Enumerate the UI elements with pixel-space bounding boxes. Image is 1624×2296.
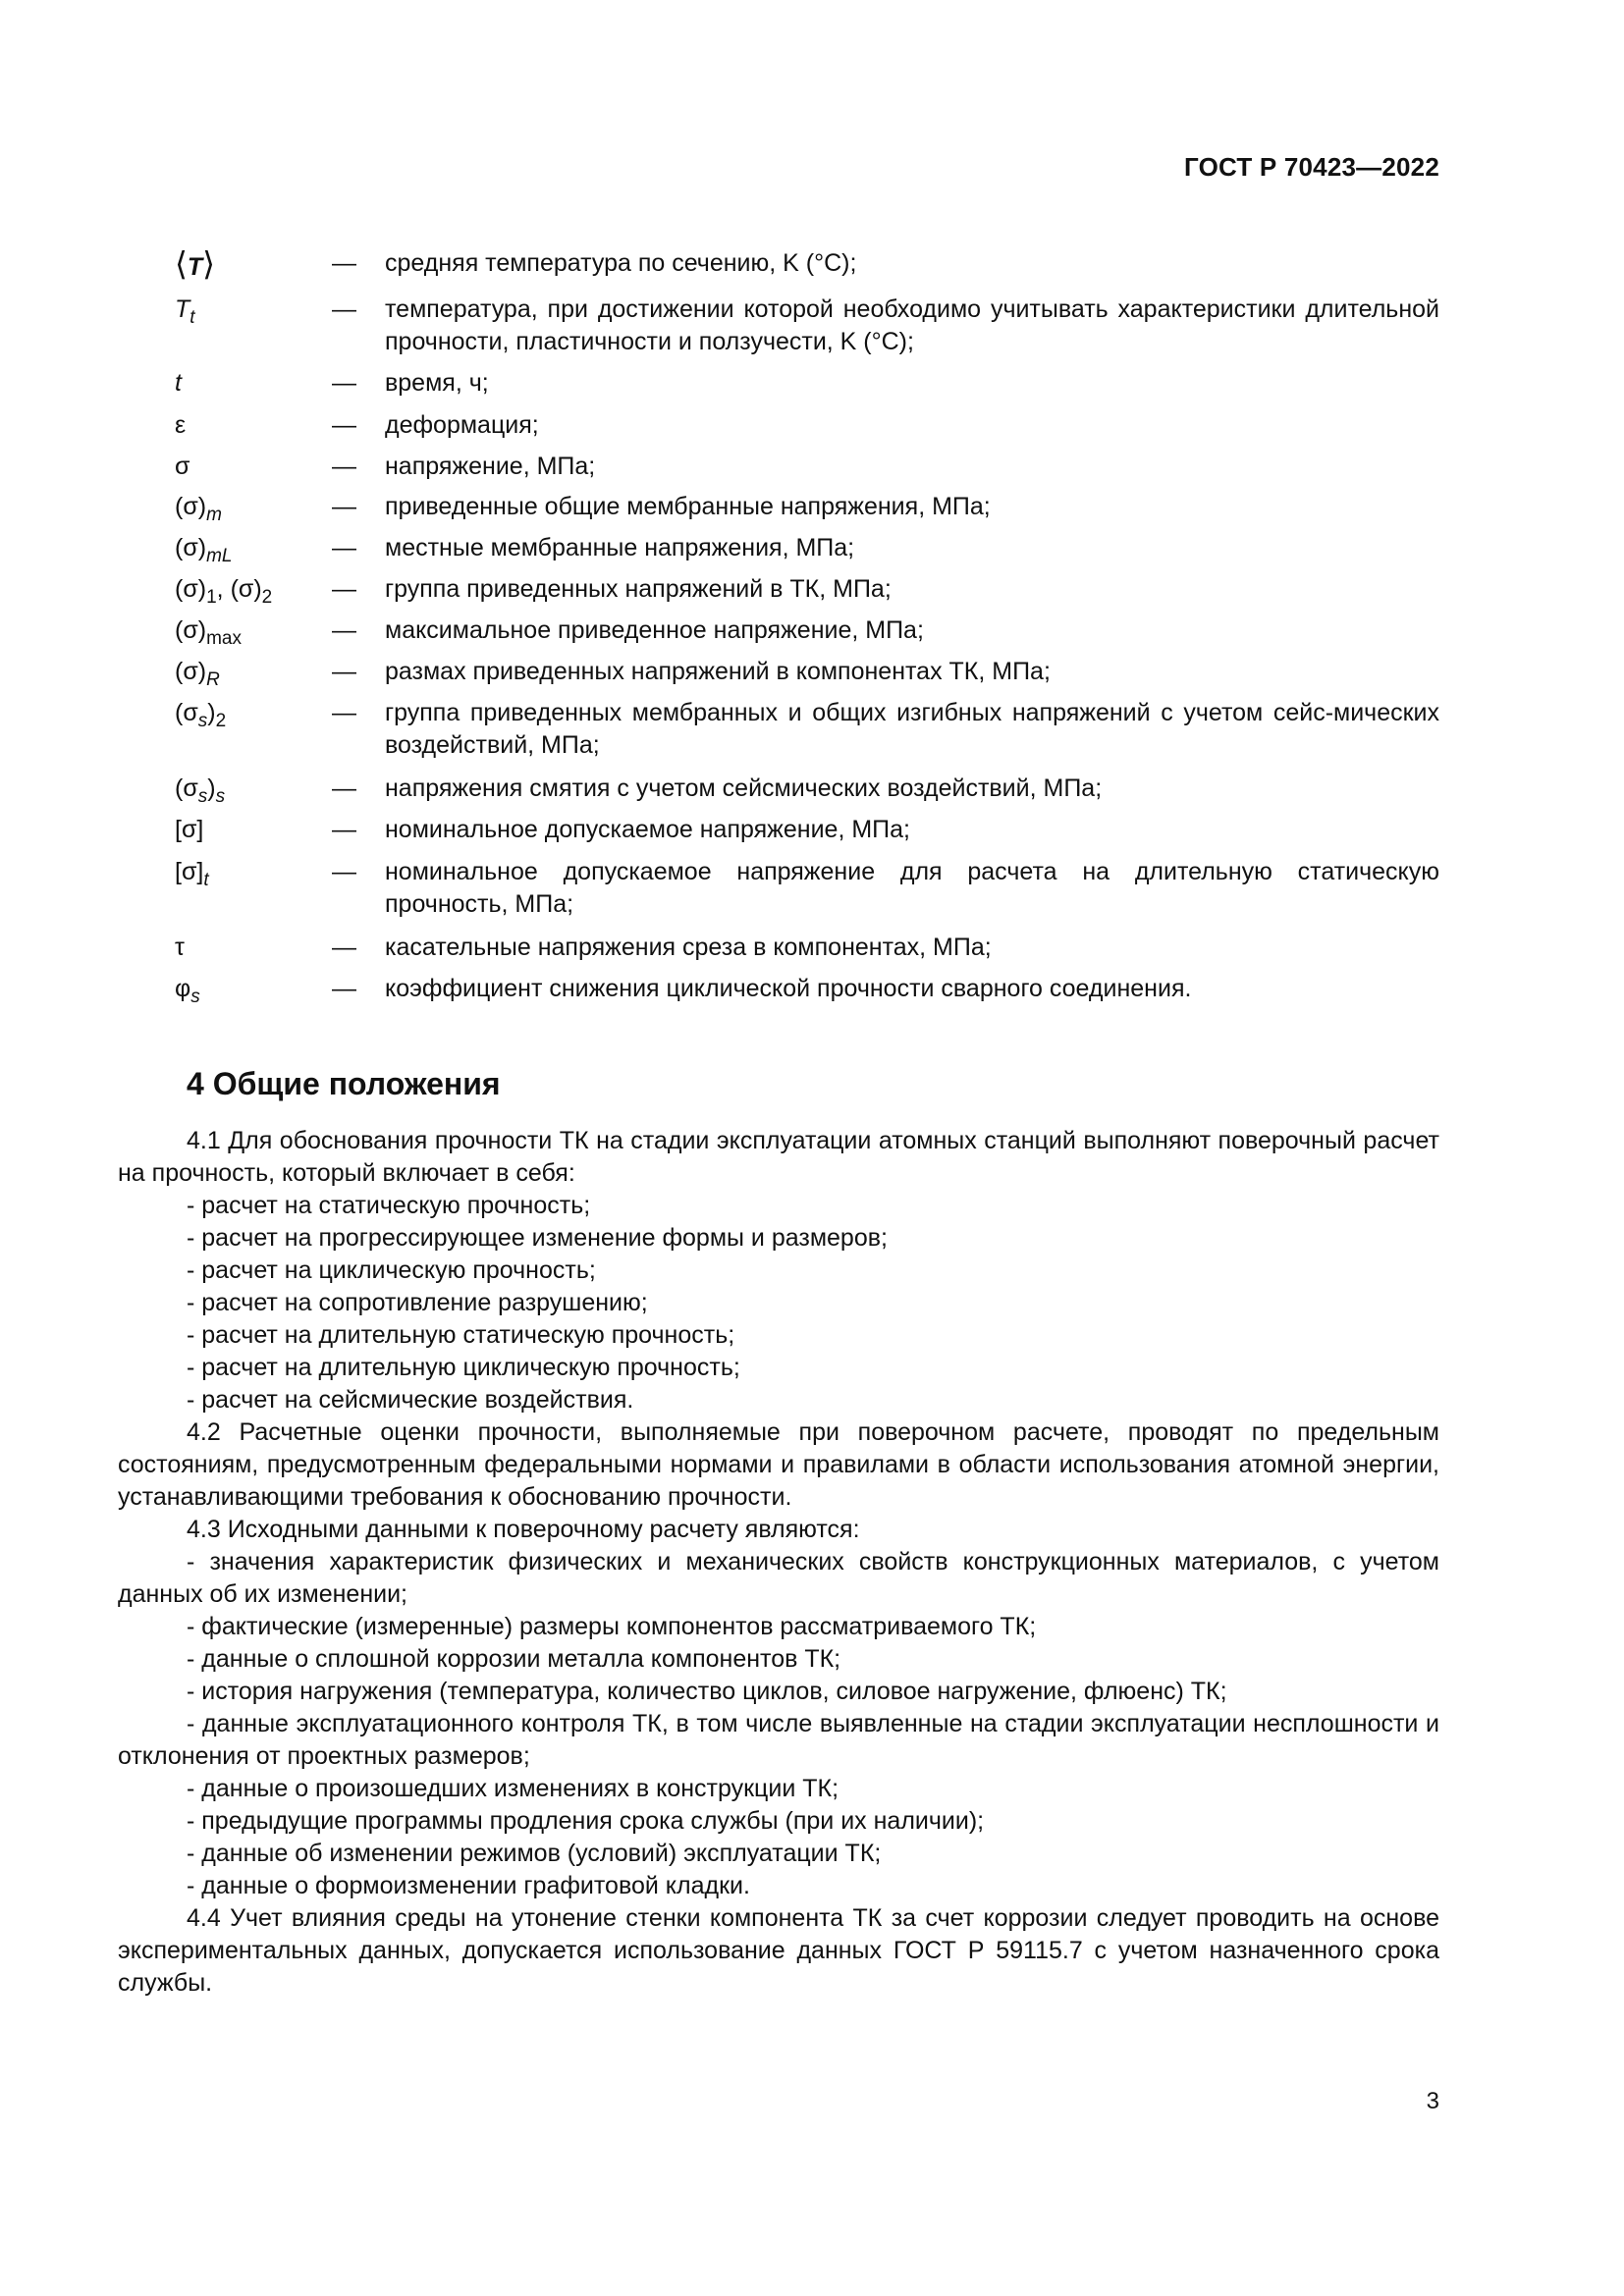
symbol-dash: — <box>332 493 356 520</box>
symbol-term <box>175 656 332 688</box>
symbol-row <box>175 573 1439 606</box>
symbol-row <box>175 491 1439 523</box>
list-4-1 <box>118 1190 1439 1416</box>
symbol-base: T <box>175 295 190 323</box>
symbol-term <box>175 697 332 729</box>
symbol-base: [σ] <box>175 816 204 843</box>
symbol-dash: — <box>332 534 356 561</box>
symbol-description: местные мембранные напряжения, МПа; <box>385 534 855 561</box>
symbol-base: σ <box>175 453 190 480</box>
symbol-row <box>175 773 1439 805</box>
symbol-term <box>175 451 332 483</box>
symbol-description: номинальное допускаемое напряжение для расчета на длительную статическую прочность, МПа; <box>385 858 1439 918</box>
symbol-subscript: max <box>206 628 242 649</box>
symbol-description: время, ч; <box>385 369 489 397</box>
symbol-dash: — <box>332 295 356 323</box>
symbol-base: (σ) <box>175 616 207 644</box>
symbol-dash: — <box>332 975 356 1002</box>
symbol-row <box>175 532 1439 564</box>
symbol-dash: — <box>332 699 356 726</box>
symbol-row <box>175 856 1439 921</box>
symbol-description: группа приведенных напряжений в ТК, МПа; <box>385 575 892 603</box>
symbol-term <box>175 573 332 606</box>
symbol-base: (σ <box>175 774 198 802</box>
symbol-subscript: 1 <box>206 587 217 608</box>
symbol-dash: — <box>332 453 356 480</box>
symbol-row <box>175 409 1439 442</box>
symbol-dash: — <box>332 575 356 603</box>
symbol-term: ⟨T⟩ <box>175 245 216 282</box>
symbol-description: напряжения смятия с учетом сейсмических воздействий, МПа; <box>385 774 1103 802</box>
symbol-description: напряжение, МПа; <box>385 453 596 480</box>
symbol-row <box>175 451 1439 483</box>
section-body <box>118 1125 1439 2000</box>
symbol-extra: ) <box>207 774 216 802</box>
symbol-subscript: s <box>197 711 208 731</box>
symbol-term <box>175 856 332 888</box>
symbol-term <box>175 532 332 564</box>
list-item: - расчет на сопротивление разрушению; <box>187 1289 648 1316</box>
symbol-row <box>175 367 1439 400</box>
symbol-row <box>175 247 1439 284</box>
symbol-extra: ) <box>207 699 216 726</box>
list-item: - фактические (измеренные) размеры компонентов рассматриваемого ТК; <box>187 1613 1037 1640</box>
symbol-subscript: R <box>206 669 220 690</box>
symbol-row <box>175 814 1439 846</box>
symbol-base: τ <box>175 934 185 961</box>
symbol-dash: — <box>332 816 356 843</box>
symbol-extra: , (σ) <box>216 575 262 603</box>
page-number: 3 <box>1426 2088 1439 2114</box>
symbol-dash: — <box>332 369 356 397</box>
list-item: - данные о сплошной коррозии металла компонентов ТК; <box>187 1645 841 1673</box>
list-item: - расчет на статическую прочность; <box>187 1192 591 1219</box>
symbol-term <box>175 294 332 326</box>
symbol-dash: — <box>332 411 356 439</box>
symbol-subscript: s <box>197 786 208 807</box>
symbol-term <box>175 973 332 1005</box>
list-item: - история нагружения (температура, количество циклов, силовое нагружение, флюенс) ТК; <box>187 1678 1227 1705</box>
symbol-subscript: t <box>203 870 209 890</box>
symbol-row <box>175 294 1439 358</box>
symbol-subscript: mL <box>206 546 233 566</box>
symbol-description: средняя температура по сечению, K (°С); <box>385 249 857 277</box>
symbol-base: (σ) <box>175 658 207 685</box>
symbol-subscript: 2 <box>215 711 227 731</box>
list-item: - расчет на циклическую прочность; <box>187 1256 596 1284</box>
paragraph-4-4: 4.4 Учет влияния среды на утонение стенки компонента ТК за счет коррозии следует проводить на основе экспериментальных данных, допускается использование данных ГОСТ Р 59115.7 с учетом назначенного срока службы. <box>118 1904 1439 1997</box>
symbol-row <box>175 932 1439 964</box>
symbol-term <box>175 814 332 846</box>
list-item: - данные о произошедших изменениях в конструкции ТК; <box>187 1775 839 1802</box>
symbol-base: [σ] <box>175 858 204 885</box>
symbol-description: деформация; <box>385 411 539 439</box>
symbol-term <box>175 491 332 523</box>
symbol-subscript: s <box>190 987 200 1007</box>
symbol-description: группа приведенных мембранных и общих изгибных напряжений с учетом сейс-мических воздействий, МПа; <box>385 699 1439 759</box>
list-item: - значения характеристик физических и механических свойств конструкционных материалов, с учетом данных об их изменении; <box>118 1548 1439 1608</box>
symbols-list <box>175 247 1439 1005</box>
symbol-base: T <box>187 253 203 281</box>
list-item: - расчет на длительную циклическую прочность; <box>187 1354 740 1381</box>
symbol-row <box>175 697 1439 762</box>
symbol-dash: — <box>332 249 356 277</box>
list-item: - расчет на прогрессирующее изменение формы и размеров; <box>187 1224 888 1252</box>
symbol-row <box>175 614 1439 647</box>
symbol-base: (σ <box>175 699 198 726</box>
symbol-base: (σ) <box>175 493 207 520</box>
symbol-description: температура, при достижении которой необходимо учитывать характеристики длительной прочности, пластичности и ползучести, K (°С); <box>385 295 1439 355</box>
symbol-term <box>175 773 332 805</box>
symbol-subscript: t <box>189 307 195 328</box>
symbol-description: касательные напряжения среза в компонентах, МПа; <box>385 934 992 961</box>
symbol-subscript: s <box>215 786 226 807</box>
list-item: - расчет на длительную статическую прочность; <box>187 1321 735 1349</box>
symbol-base: t <box>175 369 182 397</box>
list-item: - предыдущие программы продления срока службы (при их наличии); <box>187 1807 985 1835</box>
symbol-subscript: 2 <box>261 587 273 608</box>
symbol-base: (σ) <box>175 534 207 561</box>
symbol-term <box>175 614 332 647</box>
symbol-description: размах приведенных напряжений в компонентах ТК, МПа; <box>385 658 1051 685</box>
list-item: - данные о формоизменении графитовой кладки. <box>187 1872 750 1899</box>
symbol-dash: — <box>332 934 356 961</box>
symbol-description: номинальное допускаемое напряжение, МПа; <box>385 816 910 843</box>
section-title: 4 Общие положения <box>187 1066 501 1101</box>
list-item: - данные эксплуатационного контроля ТК, в том числе выявленные на стадии эксплуатации несплошности и отклонения от проектных размеров; <box>118 1710 1439 1770</box>
symbol-description: коэффициент снижения циклической прочности сварного соединения. <box>385 975 1192 1002</box>
symbol-dash: — <box>332 658 356 685</box>
symbol-description: приведенные общие мембранные напряжения, МПа; <box>385 493 991 520</box>
symbol-subscript: m <box>206 505 222 525</box>
list-4-3 <box>118 1546 1439 1902</box>
paragraph-4-3: 4.3 Исходными данными к поверочному расчету являются: <box>187 1516 860 1543</box>
symbol-term <box>175 932 332 964</box>
paragraph-4-2: 4.2 Расчетные оценки прочности, выполняемые при поверочном расчете, проводят по предельным состояниям, предусмотренным федеральными нормами и правилами в области использования атомной энергии, устанавливающими требования к обоснованию прочности. <box>118 1418 1439 1511</box>
symbol-term <box>175 367 332 400</box>
list-item: - расчет на сейсмические воздействия. <box>187 1386 634 1414</box>
symbol-description: максимальное приведенное напряжение, МПа; <box>385 616 924 644</box>
list-item: - данные об изменении режимов (условий) эксплуатации ТК; <box>187 1840 882 1867</box>
symbol-base: (σ) <box>175 575 207 603</box>
symbol-term <box>175 409 332 442</box>
paragraph-4-1: 4.1 Для обоснования прочности ТК на стадии эксплуатации атомных станций выполняют поверочный расчет на прочность, который включает в себя: <box>118 1127 1439 1187</box>
symbol-dash: — <box>332 858 356 885</box>
symbol-dash: — <box>332 774 356 802</box>
symbol-dash: — <box>332 616 356 644</box>
document-code: ГОСТ Р 70423—2022 <box>1184 152 1439 182</box>
symbol-row <box>175 973 1439 1005</box>
symbol-base: ε <box>175 411 187 439</box>
symbol-base: φ <box>175 975 191 1002</box>
symbol-row <box>175 656 1439 688</box>
